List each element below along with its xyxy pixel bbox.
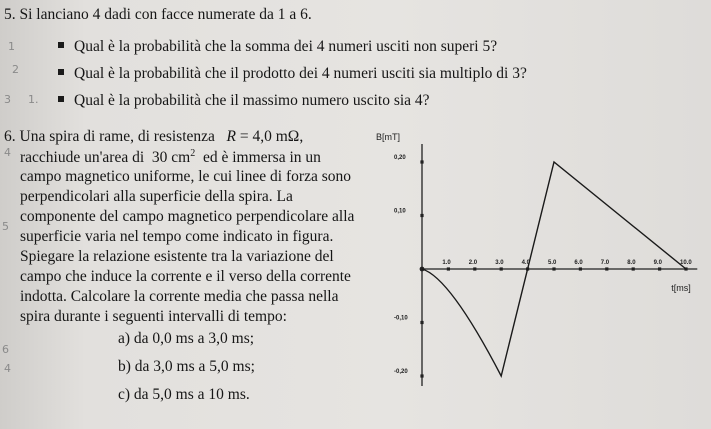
y-tick-label: -0,20 [394, 369, 408, 375]
exercise-5-question: Qual è la probabilità che il prodotto dei 4 numeri usciti sia multiplo di 3? [58, 65, 527, 83]
x-tick-label: 4.0 [521, 260, 530, 266]
pencil-mark: 2 [12, 63, 19, 76]
y-tick-label: 0,20 [394, 155, 406, 161]
x-tick-label: 8.0 [627, 260, 636, 266]
exercise-6-line-1: 6. Una spira di rame, di resistenza R = 4,0 mΩ, [4, 128, 304, 145]
bullet-icon [58, 69, 64, 75]
x-tick-label: 3.0 [495, 260, 504, 266]
x-tick-mark [447, 267, 450, 270]
exercise-6-line: Spiegare la relazione esistente tra la variazione del [20, 248, 334, 265]
x-tick-mark [500, 267, 503, 270]
pencil-mark: 4 [4, 362, 11, 375]
exercise-5-question: Qual è la probabilità che il massimo numero uscito sia 4? [58, 92, 430, 110]
exercise-6-line-2: racchiude un'area di 30 $cm^2$ ed è immersa in un [20, 148, 321, 167]
exercise-6-line: spira durante i seguenti intervalli di tempo: [20, 308, 287, 325]
y-tick-mark [420, 321, 423, 324]
x-tick-mark [658, 267, 661, 270]
y-tick-mark [420, 160, 423, 163]
exercise-6-line: campo magnetico uniforme, le cui linee di forza sono [20, 168, 351, 185]
x-tick-label: 6.0 [574, 260, 583, 266]
exercise-6-line: campo che induce la corrente e il verso della corrente [20, 268, 351, 285]
y-axis-label: B[mT] [376, 132, 400, 142]
interval-a: a) da 0,0 ms a 3,0 ms; [118, 330, 255, 347]
exercise-5-header: 5. Si lanciano 4 dadi con facce numerate da 1 a 6. [4, 6, 312, 23]
interval-b: b) da 3,0 ms a 5,0 ms; [118, 358, 255, 375]
exercise-6-line: perpendicolari alla superficie della spira. La [20, 188, 293, 205]
pencil-mark: 1. [28, 93, 39, 106]
pencil-mark: 5 [2, 220, 9, 233]
bullet-icon [58, 96, 64, 102]
x-tick-label: 1.0 [442, 260, 451, 266]
y-tick-mark [420, 374, 423, 377]
y-tick-label: 0,10 [394, 208, 406, 215]
pencil-mark: 3 [4, 93, 11, 106]
pencil-mark: 1 [8, 40, 15, 53]
exercise-6-line: indotta. Calcolare la corrente media che passa nella [20, 288, 339, 305]
x-tick-mark [473, 267, 476, 270]
y-tick-label: -0,10 [394, 315, 408, 322]
bullet-icon [58, 42, 64, 48]
x-tick-label: 2.0 [468, 260, 478, 266]
y-tick-mark [420, 214, 423, 217]
x-tick-label: 7.0 [600, 260, 610, 266]
x-tick-label: 5.0 [548, 260, 557, 266]
pencil-mark: 4 [4, 146, 11, 159]
magnetic-field-chart [372, 132, 707, 397]
x-tick-mark [552, 267, 555, 270]
x-tick-mark [579, 267, 582, 270]
exercise-6-line: componente del campo magnetico perpendicolare alla [20, 208, 355, 225]
pencil-mark: 6 [2, 343, 9, 356]
x-axis-label: t[ms] [671, 283, 691, 293]
x-tick-label: 9.0 [653, 260, 662, 266]
x-tick-mark [605, 267, 608, 270]
x-tick-mark [632, 267, 635, 270]
x-tick-label: 10.0 [680, 260, 692, 266]
exercise-6-line: superficie varia nel tempo come indicato in figura. [20, 228, 334, 245]
interval-c: c) da 5,0 ms a 10 ms. [118, 386, 250, 403]
exercise-5-question: Qual è la probabilità che la somma dei 4 numeri usciti non superi 5? [58, 38, 497, 56]
